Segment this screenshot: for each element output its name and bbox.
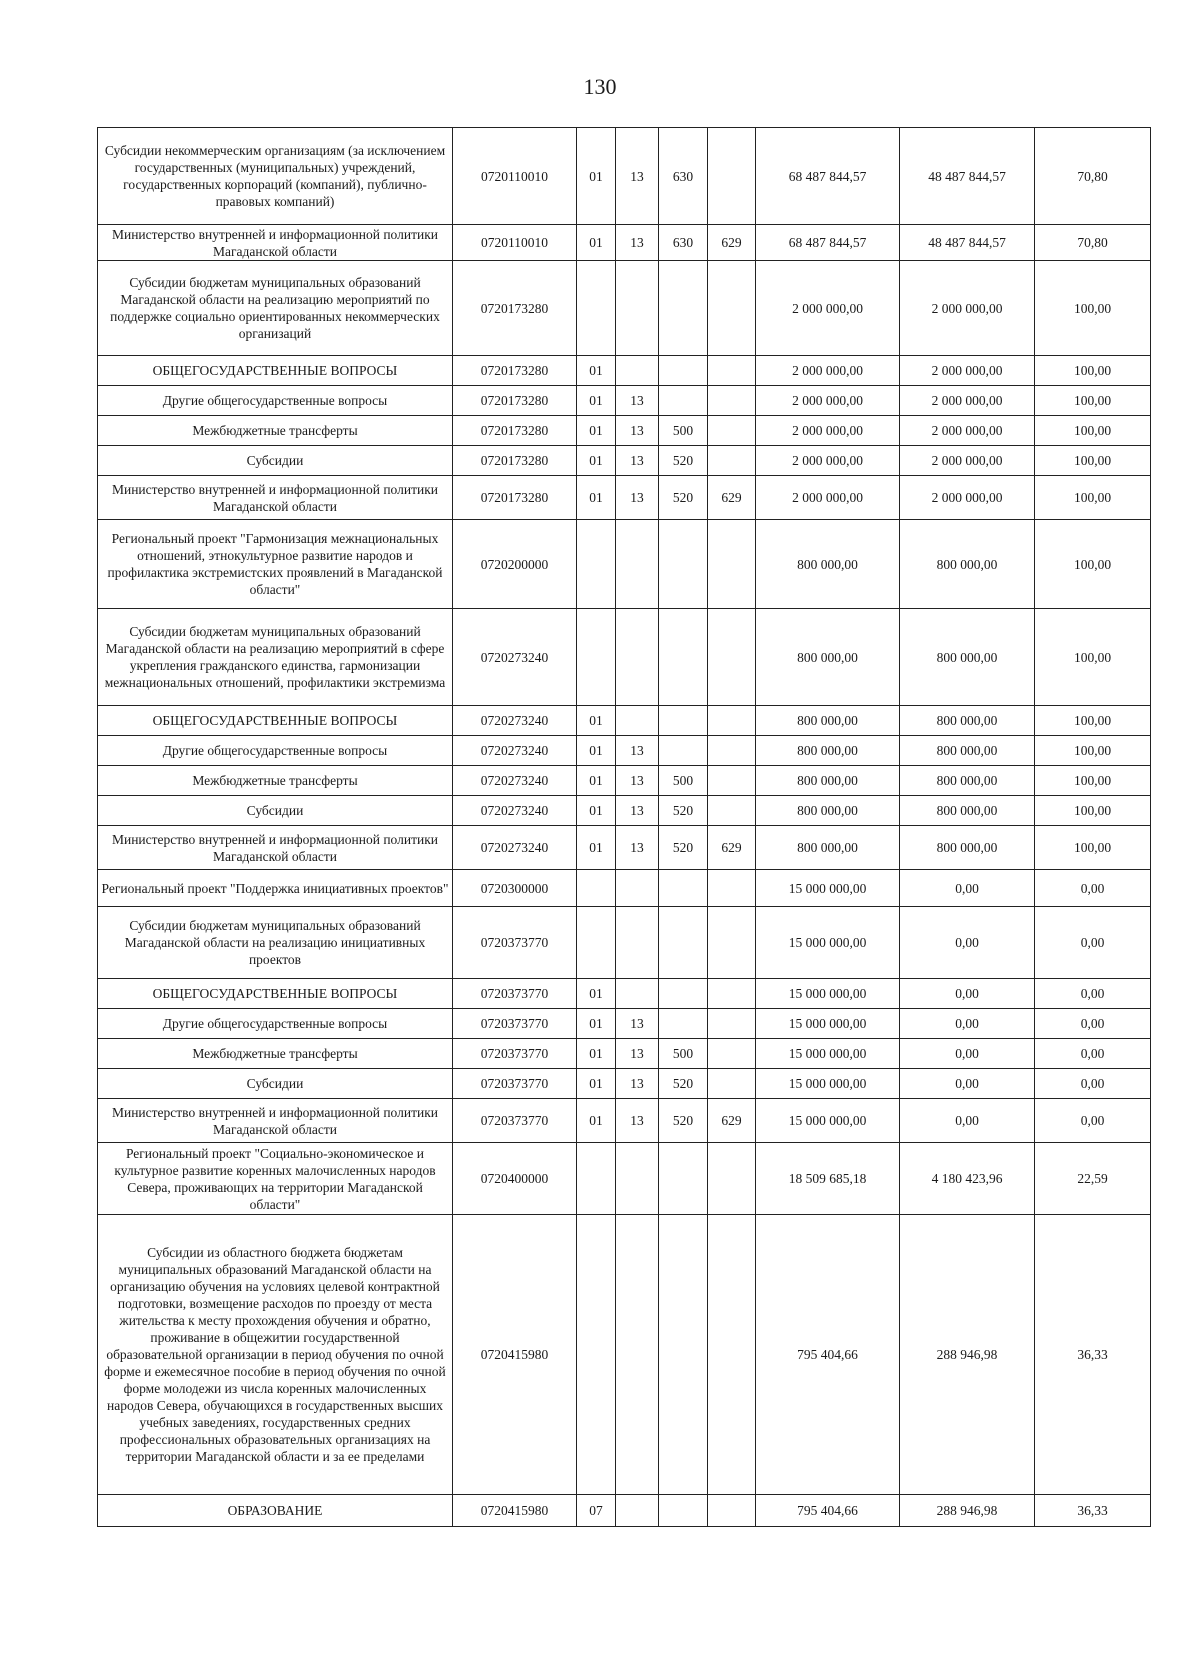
table-row [98, 128, 1151, 225]
row-name: ОБЩЕГОСУДАРСТВЕННЫЕ ВОПРОСЫ [98, 979, 453, 1009]
row-name: Субсидии бюджетам муниципальных образований Магаданской области на реализацию мероприятий по поддержке социально ориентированных некоммерческих организаций [98, 261, 453, 356]
row-executed-amount: 0,00 [900, 907, 1035, 979]
row-name: Субсидии бюджетам муниципальных образований Магаданской области на реализацию мероприятий в сфере укрепления гражданского единства, гармонизации межнациональных отношений, профилактики экстремизма [98, 609, 453, 706]
row-subsection: 13 [616, 1069, 659, 1099]
row-section: 01 [577, 386, 616, 416]
row-name: Субсидии [98, 446, 453, 476]
row-code: 0720373770 [453, 979, 577, 1009]
row-executed-amount: 0,00 [900, 1099, 1035, 1143]
row-planned-amount: 2 000 000,00 [756, 416, 900, 446]
row-percent: 36,33 [1035, 1495, 1151, 1527]
row-executed-amount: 800 000,00 [900, 520, 1035, 609]
row-executed-amount: 0,00 [900, 1009, 1035, 1039]
row-section: 01 [577, 1099, 616, 1143]
row-percent: 0,00 [1035, 1039, 1151, 1069]
row-ministry-code [708, 520, 756, 609]
row-percent: 70,80 [1035, 128, 1151, 225]
row-ministry-code [708, 609, 756, 706]
table-row [98, 1495, 1151, 1527]
row-section [577, 870, 616, 907]
table-row [98, 907, 1151, 979]
table-row [98, 1215, 1151, 1495]
row-name: ОБЩЕГОСУДАРСТВЕННЫЕ ВОПРОСЫ [98, 356, 453, 386]
row-executed-amount: 0,00 [900, 1039, 1035, 1069]
row-planned-amount: 15 000 000,00 [756, 870, 900, 907]
row-executed-amount: 2 000 000,00 [900, 446, 1035, 476]
row-planned-amount: 800 000,00 [756, 609, 900, 706]
row-executed-amount: 0,00 [900, 979, 1035, 1009]
row-expense-type: 520 [659, 1099, 708, 1143]
row-code: 0720373770 [453, 1039, 577, 1069]
row-planned-amount: 15 000 000,00 [756, 1069, 900, 1099]
row-name: Субсидии из областного бюджета бюджетам муниципальных образований Магаданской области на организацию обучения на условиях целевой контрактной подготовки, возмещение расходов по проезду от места жительства к месту прохождения обучения и обратно, проживание в общежитии государственной образовательной организации в период обучения по очной форме и ежемесячное пособие в период обучения по очной форме молодежи из числа коренных малочисленных народов Севера, обучающихся в государственных высших учебных заведениях, государственных средних профессиональных образовательных организациях на территории Магаданской области и за ее пределами [98, 1215, 453, 1495]
row-subsection [616, 261, 659, 356]
table-row [98, 766, 1151, 796]
row-code: 0720173280 [453, 386, 577, 416]
row-section: 01 [577, 796, 616, 826]
row-subsection: 13 [616, 736, 659, 766]
row-executed-amount: 2 000 000,00 [900, 261, 1035, 356]
table-row [98, 1099, 1151, 1143]
row-planned-amount: 795 404,66 [756, 1215, 900, 1495]
row-section [577, 609, 616, 706]
row-planned-amount: 2 000 000,00 [756, 476, 900, 520]
row-section [577, 1215, 616, 1495]
row-code: 0720373770 [453, 1099, 577, 1143]
row-expense-type [659, 520, 708, 609]
row-subsection [616, 907, 659, 979]
row-executed-amount: 800 000,00 [900, 706, 1035, 736]
row-subsection: 13 [616, 416, 659, 446]
row-subsection [616, 979, 659, 1009]
budget-table [97, 127, 1151, 1527]
row-code: 0720273240 [453, 706, 577, 736]
table-row [98, 1039, 1151, 1069]
row-planned-amount: 800 000,00 [756, 706, 900, 736]
row-code: 0720173280 [453, 446, 577, 476]
row-planned-amount: 2 000 000,00 [756, 356, 900, 386]
row-subsection: 13 [616, 386, 659, 416]
row-planned-amount: 800 000,00 [756, 520, 900, 609]
table-row [98, 1069, 1151, 1099]
row-executed-amount: 2 000 000,00 [900, 416, 1035, 446]
row-expense-type [659, 609, 708, 706]
row-percent: 100,00 [1035, 706, 1151, 736]
row-name: Министерство внутренней и информационной политики Магаданской области [98, 826, 453, 870]
row-planned-amount: 2 000 000,00 [756, 386, 900, 416]
row-percent: 0,00 [1035, 870, 1151, 907]
row-ministry-code [708, 128, 756, 225]
row-executed-amount: 288 946,98 [900, 1215, 1035, 1495]
row-expense-type [659, 870, 708, 907]
row-percent: 0,00 [1035, 1009, 1151, 1039]
row-expense-type [659, 706, 708, 736]
table-row [98, 870, 1151, 907]
row-subsection: 13 [616, 1009, 659, 1039]
table-row [98, 446, 1151, 476]
row-subsection [616, 706, 659, 736]
row-planned-amount: 15 000 000,00 [756, 907, 900, 979]
row-expense-type: 520 [659, 796, 708, 826]
row-expense-type: 520 [659, 476, 708, 520]
row-subsection: 13 [616, 796, 659, 826]
row-ministry-code [708, 356, 756, 386]
row-expense-type: 630 [659, 128, 708, 225]
row-expense-type [659, 1495, 708, 1527]
row-section: 01 [577, 225, 616, 261]
row-name: Министерство внутренней и информационной политики Магаданской области [98, 476, 453, 520]
row-ministry-code [708, 796, 756, 826]
row-section [577, 261, 616, 356]
row-code: 0720373770 [453, 907, 577, 979]
table-row [98, 1009, 1151, 1039]
row-code: 0720173280 [453, 356, 577, 386]
row-planned-amount: 800 000,00 [756, 826, 900, 870]
row-planned-amount: 800 000,00 [756, 796, 900, 826]
row-code: 0720415980 [453, 1215, 577, 1495]
row-ministry-code [708, 386, 756, 416]
table-row [98, 416, 1151, 446]
row-name: Региональный проект "Гармонизация межнациональных отношений, этнокультурное развитие народов и профилактика экстремистских проявлений в Магаданской области" [98, 520, 453, 609]
row-expense-type [659, 907, 708, 979]
row-planned-amount: 15 000 000,00 [756, 1099, 900, 1143]
table-row [98, 1143, 1151, 1215]
row-name: ОБЩЕГОСУДАРСТВЕННЫЕ ВОПРОСЫ [98, 706, 453, 736]
row-expense-type [659, 1009, 708, 1039]
row-name: Министерство внутренней и информационной политики Магаданской области [98, 1099, 453, 1143]
row-ministry-code [708, 979, 756, 1009]
table-row [98, 706, 1151, 736]
row-code: 0720273240 [453, 609, 577, 706]
row-code: 0720273240 [453, 796, 577, 826]
row-section: 01 [577, 706, 616, 736]
row-expense-type: 520 [659, 446, 708, 476]
row-section [577, 907, 616, 979]
row-subsection: 13 [616, 446, 659, 476]
row-name: Субсидии [98, 796, 453, 826]
row-code: 0720300000 [453, 870, 577, 907]
row-percent: 100,00 [1035, 796, 1151, 826]
row-expense-type: 630 [659, 225, 708, 261]
table-row [98, 609, 1151, 706]
row-name: Межбюджетные трансферты [98, 1039, 453, 1069]
row-ministry-code [708, 736, 756, 766]
row-executed-amount: 2 000 000,00 [900, 386, 1035, 416]
row-code: 0720110010 [453, 128, 577, 225]
row-executed-amount: 2 000 000,00 [900, 356, 1035, 386]
row-section: 01 [577, 446, 616, 476]
row-planned-amount: 68 487 844,57 [756, 225, 900, 261]
row-name: Субсидии бюджетам муниципальных образований Магаданской области на реализацию инициативных проектов [98, 907, 453, 979]
row-planned-amount: 2 000 000,00 [756, 446, 900, 476]
row-percent: 100,00 [1035, 356, 1151, 386]
table-row [98, 736, 1151, 766]
row-subsection: 13 [616, 128, 659, 225]
row-expense-type: 500 [659, 1039, 708, 1069]
row-code: 0720415980 [453, 1495, 577, 1527]
row-percent: 100,00 [1035, 766, 1151, 796]
table-row [98, 261, 1151, 356]
row-percent: 100,00 [1035, 736, 1151, 766]
row-planned-amount: 15 000 000,00 [756, 979, 900, 1009]
row-percent: 100,00 [1035, 446, 1151, 476]
row-section: 01 [577, 1009, 616, 1039]
row-executed-amount: 0,00 [900, 870, 1035, 907]
row-expense-type: 520 [659, 1069, 708, 1099]
row-subsection: 13 [616, 826, 659, 870]
row-ministry-code [708, 261, 756, 356]
row-ministry-code [708, 1215, 756, 1495]
row-percent: 100,00 [1035, 520, 1151, 609]
row-expense-type [659, 1143, 708, 1215]
row-subsection [616, 609, 659, 706]
row-name: Региональный проект "Поддержка инициативных проектов" [98, 870, 453, 907]
row-section: 01 [577, 356, 616, 386]
row-name: Субсидии [98, 1069, 453, 1099]
row-name: Межбюджетные трансферты [98, 416, 453, 446]
row-section: 01 [577, 766, 616, 796]
row-executed-amount: 48 487 844,57 [900, 128, 1035, 225]
table-row [98, 225, 1151, 261]
row-expense-type [659, 979, 708, 1009]
row-ministry-code [708, 907, 756, 979]
row-ministry-code [708, 416, 756, 446]
row-planned-amount: 2 000 000,00 [756, 261, 900, 356]
row-section: 01 [577, 1039, 616, 1069]
row-subsection [616, 870, 659, 907]
row-percent: 100,00 [1035, 416, 1151, 446]
row-code: 0720273240 [453, 766, 577, 796]
row-expense-type [659, 356, 708, 386]
row-section [577, 1143, 616, 1215]
row-percent: 100,00 [1035, 386, 1151, 416]
row-code: 0720200000 [453, 520, 577, 609]
row-percent: 0,00 [1035, 907, 1151, 979]
table-row [98, 386, 1151, 416]
row-name: Другие общегосударственные вопросы [98, 386, 453, 416]
row-subsection [616, 1143, 659, 1215]
row-ministry-code [708, 1495, 756, 1527]
row-subsection [616, 356, 659, 386]
row-section: 07 [577, 1495, 616, 1527]
row-executed-amount: 800 000,00 [900, 609, 1035, 706]
row-ministry-code [708, 1039, 756, 1069]
row-ministry-code [708, 446, 756, 476]
row-name: Другие общегосударственные вопросы [98, 1009, 453, 1039]
row-executed-amount: 800 000,00 [900, 826, 1035, 870]
row-percent: 0,00 [1035, 1099, 1151, 1143]
row-expense-type [659, 386, 708, 416]
row-ministry-code [708, 870, 756, 907]
row-name: Региональный проект "Социально-экономическое и культурное развитие коренных малочисленных народов Севера, проживающих на территории Магаданской области" [98, 1143, 453, 1215]
row-code: 0720173280 [453, 476, 577, 520]
row-subsection: 13 [616, 766, 659, 796]
row-planned-amount: 800 000,00 [756, 736, 900, 766]
table-row [98, 520, 1151, 609]
row-ministry-code [708, 1143, 756, 1215]
row-section: 01 [577, 979, 616, 1009]
row-name: ОБРАЗОВАНИЕ [98, 1495, 453, 1527]
row-planned-amount: 795 404,66 [756, 1495, 900, 1527]
row-expense-type [659, 1215, 708, 1495]
row-ministry-code: 629 [708, 826, 756, 870]
row-expense-type: 500 [659, 766, 708, 796]
row-executed-amount: 800 000,00 [900, 736, 1035, 766]
row-section: 01 [577, 416, 616, 446]
row-subsection [616, 520, 659, 609]
row-code: 0720173280 [453, 416, 577, 446]
row-executed-amount: 800 000,00 [900, 796, 1035, 826]
row-executed-amount: 48 487 844,57 [900, 225, 1035, 261]
row-subsection: 13 [616, 225, 659, 261]
row-expense-type: 500 [659, 416, 708, 446]
row-percent: 100,00 [1035, 609, 1151, 706]
row-subsection [616, 1495, 659, 1527]
table-row [98, 796, 1151, 826]
row-percent: 100,00 [1035, 261, 1151, 356]
row-code: 0720373770 [453, 1069, 577, 1099]
row-executed-amount: 800 000,00 [900, 766, 1035, 796]
row-percent: 0,00 [1035, 1069, 1151, 1099]
row-expense-type: 520 [659, 826, 708, 870]
row-section: 01 [577, 128, 616, 225]
row-section: 01 [577, 1069, 616, 1099]
row-percent: 22,59 [1035, 1143, 1151, 1215]
row-percent: 36,33 [1035, 1215, 1151, 1495]
row-ministry-code [708, 706, 756, 736]
row-planned-amount: 15 000 000,00 [756, 1009, 900, 1039]
row-ministry-code: 629 [708, 225, 756, 261]
row-section: 01 [577, 826, 616, 870]
row-section [577, 520, 616, 609]
table-row [98, 979, 1151, 1009]
row-ministry-code [708, 1009, 756, 1039]
row-name: Субсидии некоммерческим организациям (за исключением государственных (муниципальных) учреждений, государственных корпораций (компаний), публично-правовых компаний) [98, 128, 453, 225]
page-number: 130 [583, 74, 617, 99]
row-code: 0720173280 [453, 261, 577, 356]
row-subsection: 13 [616, 1099, 659, 1143]
row-code: 0720110010 [453, 225, 577, 261]
row-planned-amount: 800 000,00 [756, 766, 900, 796]
row-code: 0720373770 [453, 1009, 577, 1039]
row-planned-amount: 15 000 000,00 [756, 1039, 900, 1069]
row-executed-amount: 4 180 423,96 [900, 1143, 1035, 1215]
row-ministry-code [708, 766, 756, 796]
row-percent: 100,00 [1035, 476, 1151, 520]
row-percent: 0,00 [1035, 979, 1151, 1009]
row-subsection: 13 [616, 476, 659, 520]
row-percent: 70,80 [1035, 225, 1151, 261]
row-expense-type [659, 736, 708, 766]
table-row [98, 356, 1151, 386]
row-section: 01 [577, 736, 616, 766]
row-executed-amount: 288 946,98 [900, 1495, 1035, 1527]
row-expense-type [659, 261, 708, 356]
row-planned-amount: 18 509 685,18 [756, 1143, 900, 1215]
row-ministry-code [708, 1069, 756, 1099]
row-name: Межбюджетные трансферты [98, 766, 453, 796]
row-section: 01 [577, 476, 616, 520]
row-planned-amount: 68 487 844,57 [756, 128, 900, 225]
row-code: 0720273240 [453, 826, 577, 870]
row-subsection: 13 [616, 1039, 659, 1069]
table-row [98, 476, 1151, 520]
row-name: Другие общегосударственные вопросы [98, 736, 453, 766]
row-subsection [616, 1215, 659, 1495]
row-ministry-code: 629 [708, 476, 756, 520]
table-row [98, 826, 1151, 870]
row-executed-amount: 0,00 [900, 1069, 1035, 1099]
row-ministry-code: 629 [708, 1099, 756, 1143]
row-executed-amount: 2 000 000,00 [900, 476, 1035, 520]
row-code: 0720273240 [453, 736, 577, 766]
row-code: 0720400000 [453, 1143, 577, 1215]
row-percent: 100,00 [1035, 826, 1151, 870]
row-name: Министерство внутренней и информационной политики Магаданской области [98, 225, 453, 261]
